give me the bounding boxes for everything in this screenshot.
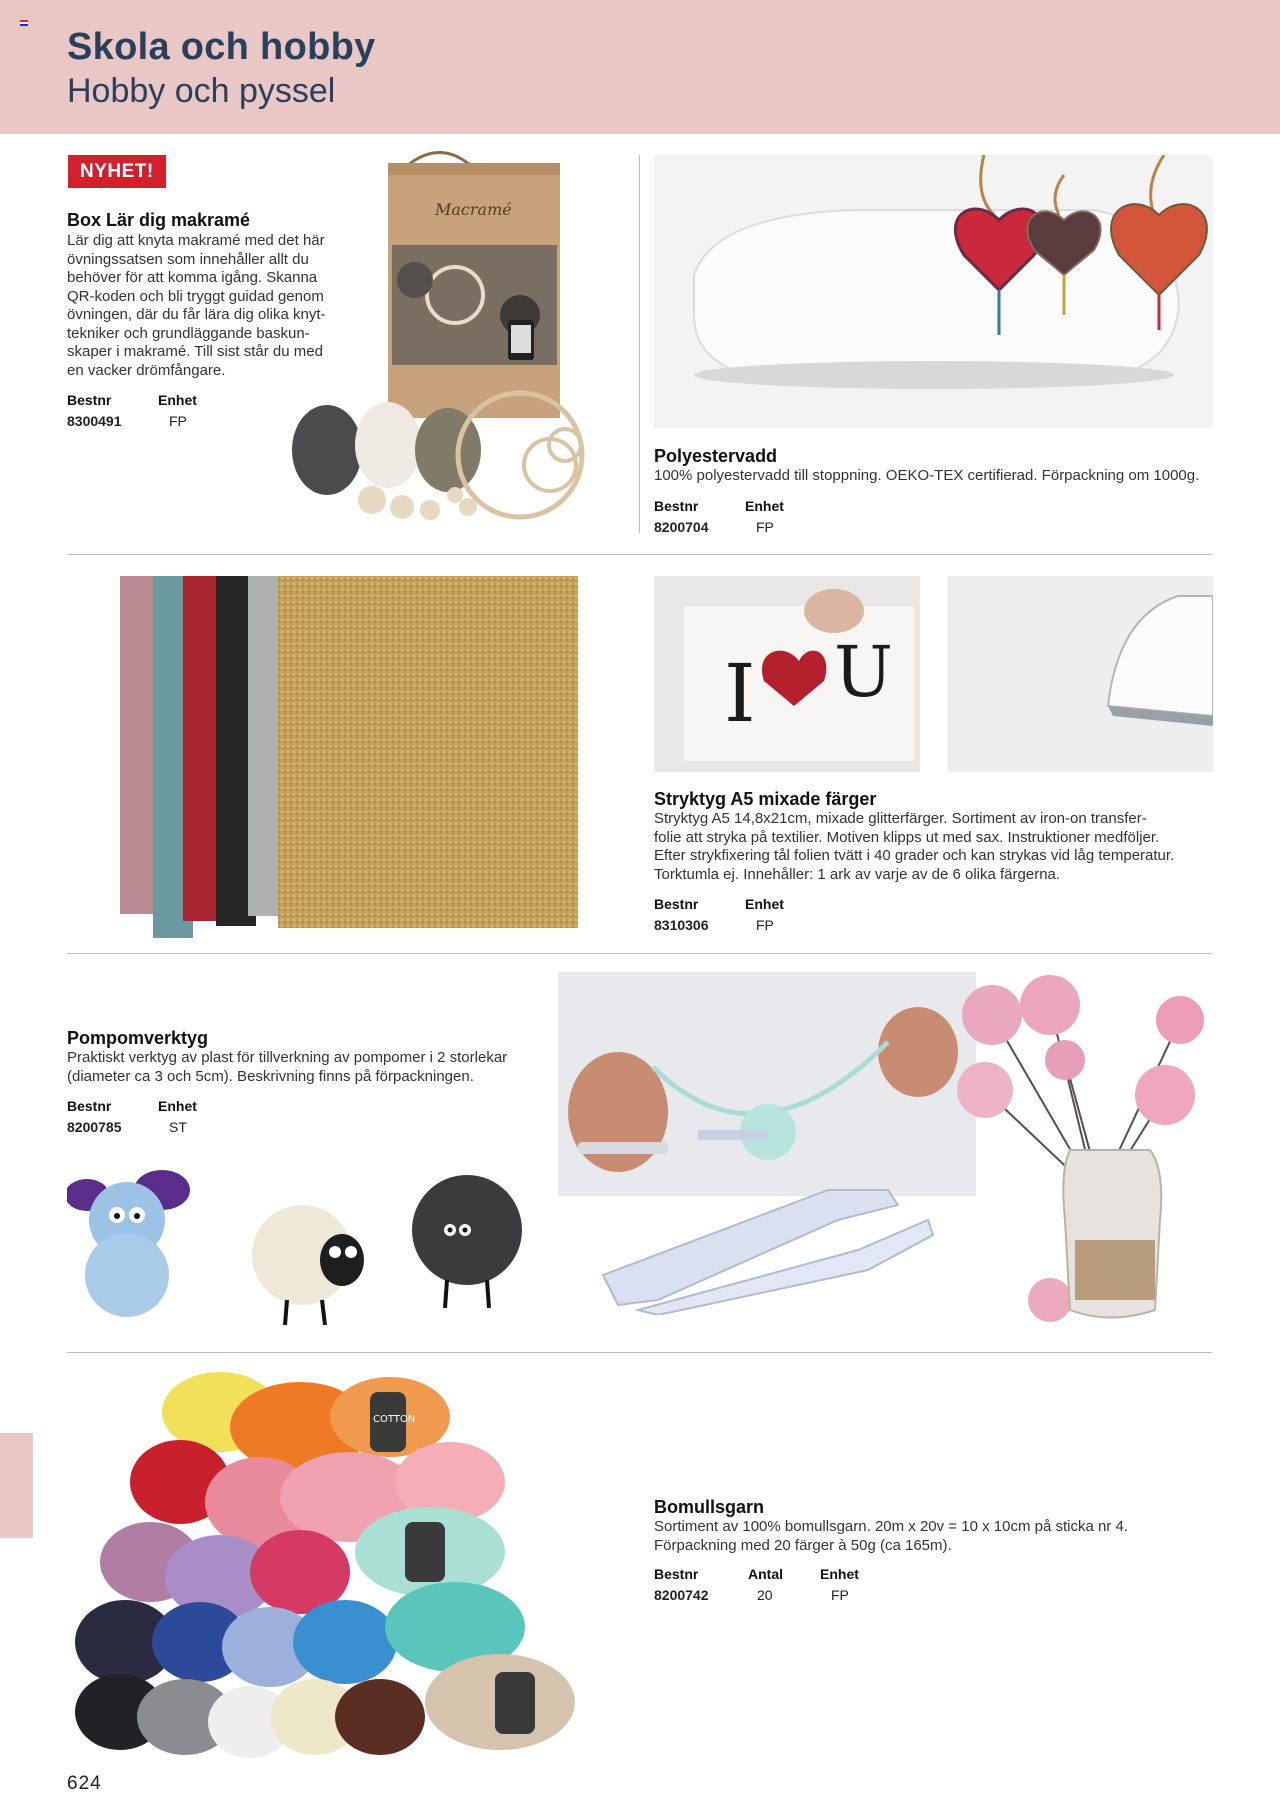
enhet-value: ST [169, 1119, 187, 1135]
antal-value: 20 [757, 1587, 773, 1603]
product-title: Bomullsgarn [654, 1497, 765, 1517]
desc-line: skaper i makramé. Till sist står du med [67, 343, 323, 360]
product-description [654, 467, 1214, 486]
section-divider [67, 1352, 1212, 1353]
page-number: 624 [67, 1773, 102, 1793]
glitter-sheets-image [118, 576, 578, 938]
column-divider [639, 155, 640, 533]
desc-line: övningen, där du får lära dig olika knyt- [67, 306, 326, 323]
section-divider [67, 953, 1212, 954]
bestnr-value: 8310306 [654, 917, 709, 933]
pompom-flowers-image [950, 970, 1215, 1330]
bestnr-value: 8200785 [67, 1119, 122, 1135]
pompom-animals-image [67, 1160, 547, 1340]
pompom-making-image [558, 972, 976, 1196]
section-title: Skola och hobby [67, 26, 376, 68]
antal-label: Antal [748, 1566, 783, 1582]
bestnr-label: Bestnr [654, 896, 699, 912]
page-header [0, 0, 1280, 134]
svg-text:U: U [834, 631, 893, 713]
flag-icon [20, 20, 28, 26]
desc-line: Förpackning med 20 färger à 50g (ca 165m). [654, 1536, 952, 1554]
enhet-value: FP [831, 1587, 849, 1603]
cotton-yarn-image [70, 1372, 600, 1762]
yarn-label: COTTON [373, 1414, 416, 1425]
polyestervadd-image [654, 155, 1213, 428]
bestnr-label: Bestnr [654, 1566, 699, 1582]
product-title: Stryktyg A5 mixade färger [654, 789, 877, 809]
section-subtitle: Hobby och pyssel [67, 72, 336, 110]
product-description [654, 810, 1214, 884]
enhet-label: Enhet [820, 1566, 859, 1582]
desc-line: Efter strykfixering tål folien tvätt i 40 grader och kan strykas vid låg temperatur. [654, 847, 1175, 864]
desc-line: (diameter ca 3 och 5cm). Beskrivning finns på förpackningen. [67, 1067, 474, 1085]
bestnr-value: 8200742 [654, 1587, 709, 1603]
new-badge: NYHET! [68, 155, 166, 188]
iron-image [948, 576, 1213, 772]
section-divider [67, 554, 1212, 555]
desc-line: 100% polyestervadd till stoppning. OEKO-TEX certifierad. Förpackning om 1000g. [654, 467, 1200, 484]
desc-line: övningssatsen som innehåller allt du [67, 250, 309, 268]
side-tab [0, 1433, 33, 1538]
bestnr-label: Bestnr [654, 498, 699, 514]
product-title: Pompomverktyg [67, 1028, 209, 1048]
enhet-label: Enhet [158, 392, 197, 408]
desc-line: Lär dig att knyta makramé med det här [67, 232, 325, 249]
desc-line: en vacker drömfångare. [67, 361, 226, 379]
product-description [67, 1049, 547, 1086]
desc-line: folie att stryka på textilier. Motiven klipps ut med sax. Instruktioner medföljer. [654, 828, 1160, 846]
bestnr-label: Bestnr [67, 392, 112, 408]
makrame-kit-image [280, 145, 630, 540]
enhet-label: Enhet [745, 896, 784, 912]
desc-line: Torktumla ej. Innehåller: 1 ark av varje av de 6 olika färgerna. [654, 865, 1061, 883]
enhet-value: FP [756, 519, 774, 535]
bestnr-label: Bestnr [67, 1098, 112, 1114]
enhet-label: Enhet [745, 498, 784, 514]
desc-line: Praktiskt verktyg av plast för tillverkning av pompomer i 2 storlekar [67, 1049, 508, 1066]
desc-line: tekniker och grundläggande baskun- [67, 324, 310, 342]
desc-line: QR-koden och bli tryggt guidad genom [67, 287, 324, 305]
desc-line: Stryktyg A5 14,8x21cm, mixade glitterfärger. Sortiment av iron-on transfer- [654, 810, 1147, 827]
pompom-tool-image [598, 1180, 938, 1315]
box-label: Macramé [435, 200, 512, 219]
bestnr-value: 8300491 [67, 413, 122, 429]
bestnr-value: 8200704 [654, 519, 709, 535]
desc-line: behöver för att komma igång. Skanna [67, 269, 318, 286]
product-title: Box Lär dig makramé [67, 210, 251, 230]
desc-line: Sortiment av 100% bomullsgarn. 20m x 20v = 10 x 10cm på sticka nr 4. [654, 1518, 1128, 1535]
product-title: Polyestervadd [654, 446, 778, 466]
enhet-value: FP [756, 917, 774, 933]
enhet-value: FP [169, 413, 187, 429]
enhet-label: Enhet [158, 1098, 197, 1114]
product-description [654, 1518, 1214, 1555]
iron-on-heart-image [654, 576, 920, 772]
svg-text:I: I [724, 647, 756, 740]
